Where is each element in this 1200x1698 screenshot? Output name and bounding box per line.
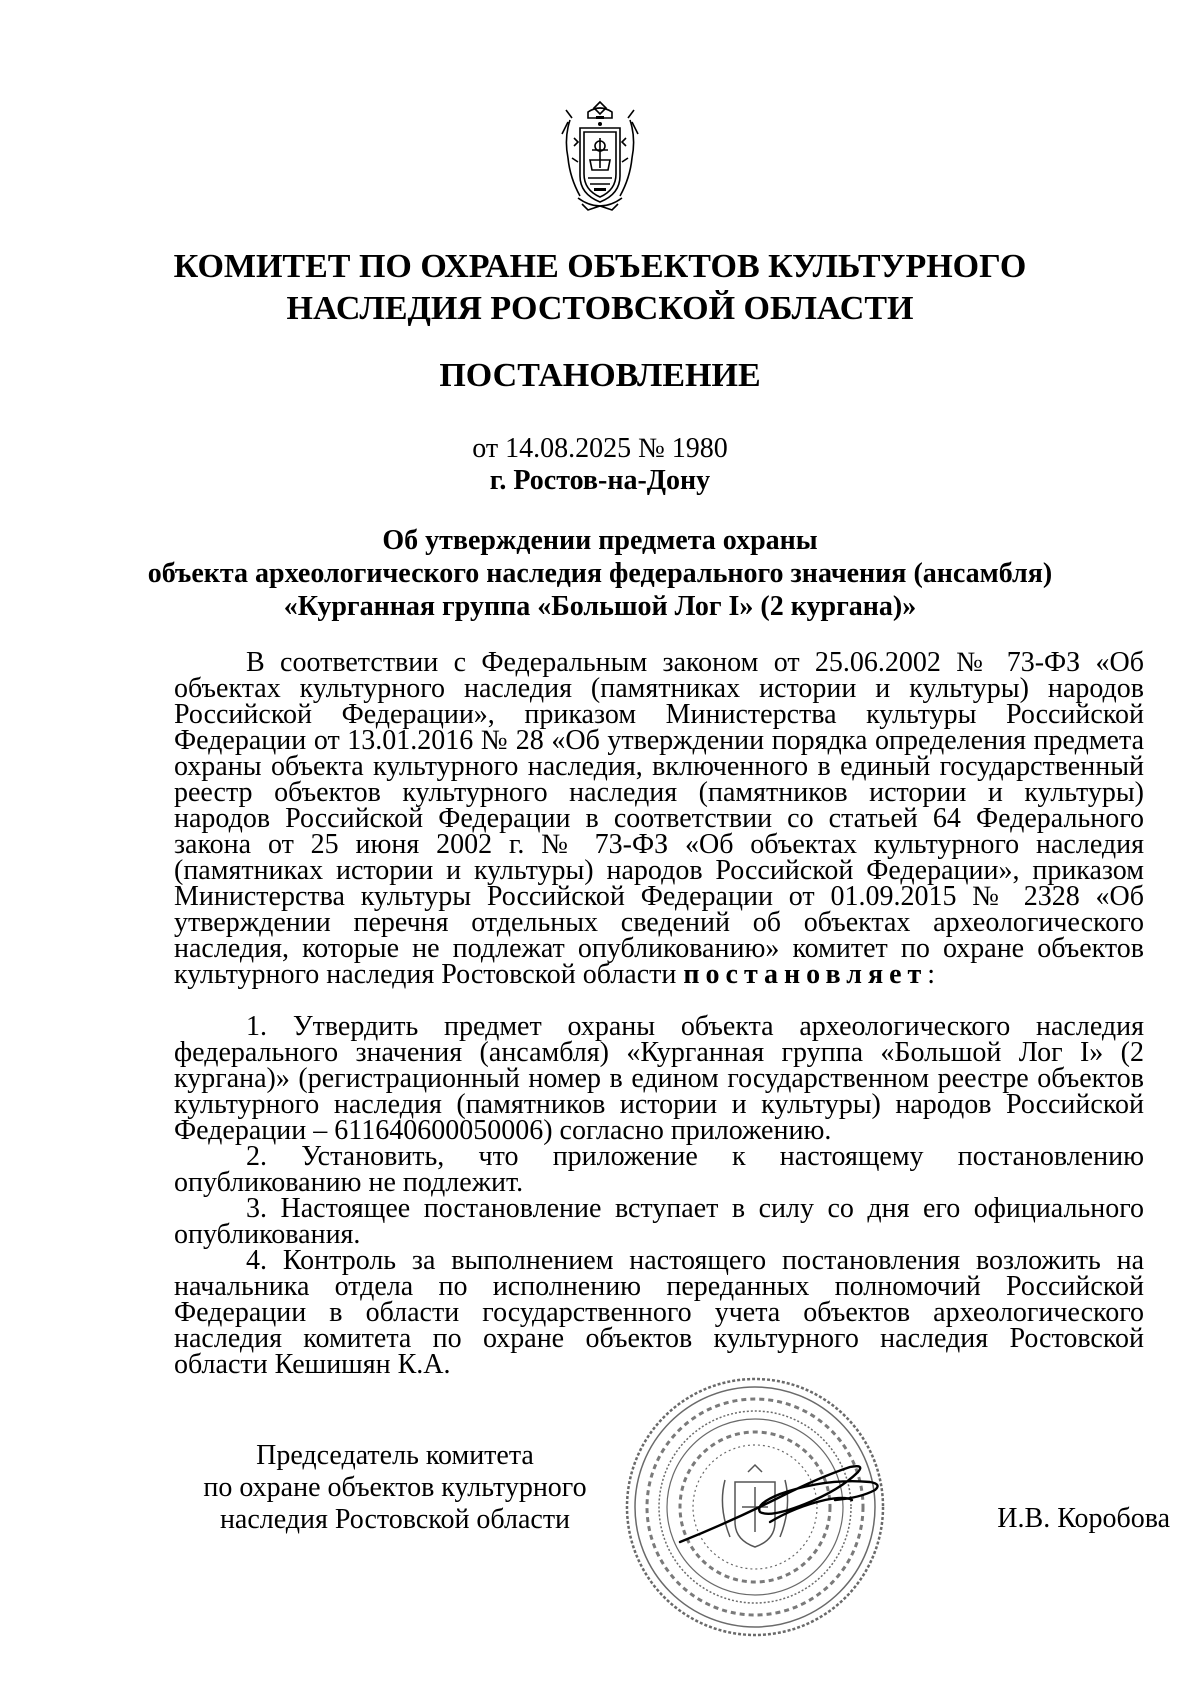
resolution-item-4: 4. Контроль за выполнением настоящего постановления возложить на начальника отдела по исполнению переданных полномочий Российской Федерации в области государственного учета объектов археологического наследия комитета по охране объектов культурного наследия Ростовской области Кешишян К.А. [174,1245,1144,1380]
signatory-position [170,1440,620,1536]
signatory-position-line-3: наследия Ростовской области [219,1504,571,1535]
signatory-position-line-1: Председатель комитета [256,1440,534,1471]
preamble-paragraph [174,647,1144,990]
resolves-word: постановляет [683,959,928,990]
resolution-items [174,1011,1144,1380]
official-round-seal-icon [620,1372,890,1642]
subject-line-1: Об утверждении предмета охраны [382,525,818,556]
document-type: ПОСТАНОВЛЕНИЕ [439,357,761,394]
resolution-item-3: 3. Настоящее постановление вступает в силу со дня его официального опубликования. [174,1193,1144,1250]
organization-title [0,246,1200,330]
resolution-item-1: 1. Утвердить предмет охраны объекта археологического наследия федерального значения (ансамбля) «Курганная группа «Большой Лог I» (2 кургана)» (регистрационный номер в едином государственном реестре объектов культурного наследия (памятников истории и культуры) народов Российской Федерации – 611640600050006) согласно приложению. [174,1011,1144,1146]
rostov-oblast-coat-of-arms-icon [558,98,642,216]
signatory-name: И.В. Коробова [997,1503,1170,1534]
preamble-colon: : [927,959,936,990]
subject-line-3: «Курганная группа «Большой Лог I» (2 кургана)» [283,591,917,622]
resolution-item-2: 2. Установить, что приложение к настоящему постановлению опубликованию не подлежит. [174,1141,1144,1198]
preamble-text: В соответствии с Федеральным законом от 25.06.2002 № 73-ФЗ «Об объектах культурного наследия (памятниках истории и культуры) народов Российской Федерации», приказом Министерства культуры Российской Федерации от 13.01.2016 № 28 «Об утверждении порядка определения предмета охраны объекта культурного наследия, включенного в единый государственный реестр объектов культурного наследия (памятников истории и культуры) народов Российской Федерации в соответствии со статьей 64 Федерального закона от 25 июня 2002 г. № 73-ФЗ «Об объектах культурного наследия (памятниках истории и культуры) народов Российской Федерации», приказом Министерства культуры Российской Федерации от 01.09.2015 № 2328 «Об утверждении перечня отдельных сведений об объектах археологического наследия, которые не подлежат опубликованию» комитет по охране объектов культурного наследия Ростовской области [174,647,1144,990]
subject-line-2: объекта археологического наследия федерального значения (ансамбля) [147,558,1053,589]
document-city: г. Ростов-на-Дону [489,465,711,496]
document-subject [0,524,1200,623]
handwritten-signature-icon [680,1466,878,1542]
document-date-number: от 14.08.2025 № 1980 [472,433,728,464]
organization-title-line-2: НАСЛЕДИЯ РОСТОВСКОЙ ОБЛАСТИ [286,290,914,327]
organization-title-line-1: КОМИТЕТ ПО ОХРАНЕ ОБЪЕКТОВ КУЛЬТУРНОГО [173,248,1027,285]
signatory-position-line-2: по охране объектов культурного [203,1472,587,1503]
